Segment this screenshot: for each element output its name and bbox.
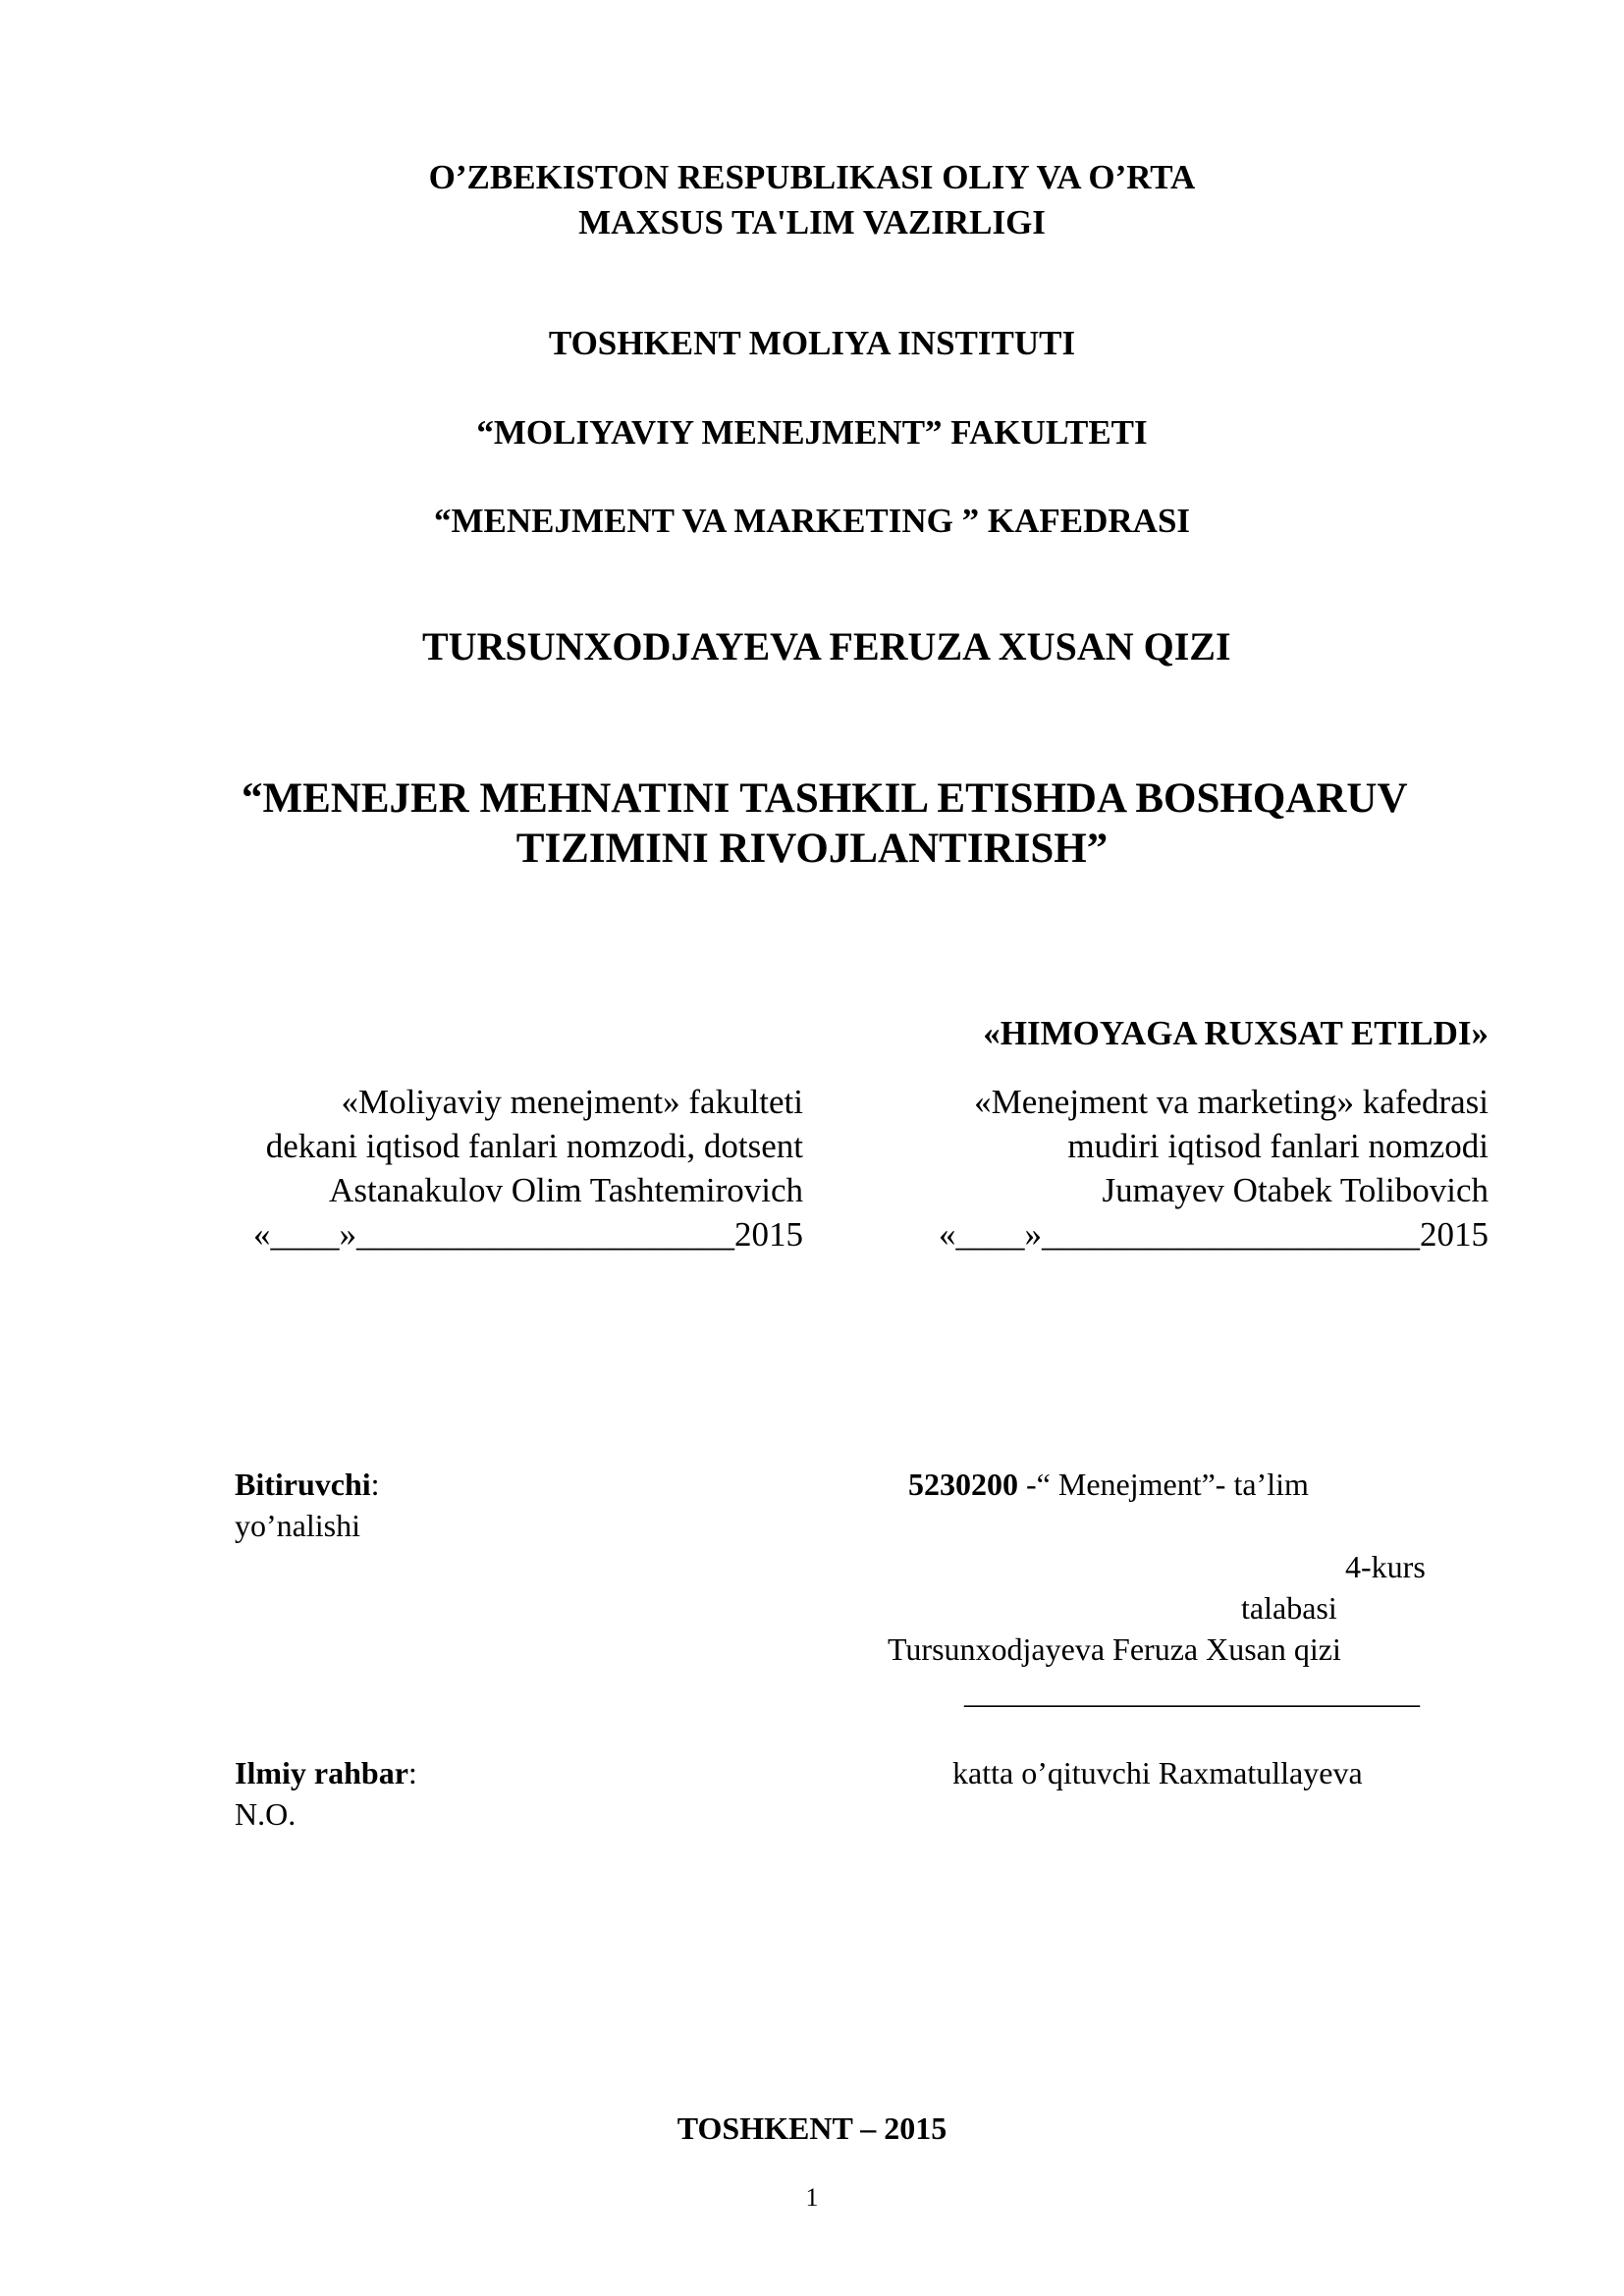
dean-faculty-line: «Moliyaviy menejment» fakulteti — [341, 1083, 803, 1121]
head-date-line: «____»______________________2015 — [939, 1215, 1489, 1254]
ministry-line-1: O’ZBEKISTON RESPUBLIKASI OLIY VA O’RTA — [428, 158, 1196, 196]
ministry-line-2: MAXSUS TA'LIM VAZIRLIGI — [578, 203, 1046, 241]
head-name-line: Jumayev Otabek Tolibovich — [1102, 1171, 1489, 1209]
supervisor-initials: N.O. — [235, 1796, 297, 1832]
author-name: TURSUNXODJAYEVA FERUZA XUSAN QIZI — [422, 624, 1231, 668]
course-number: 4-kurs — [1345, 1549, 1426, 1584]
institute-name: TOSHKENT MOLIYA INSTITUTI — [548, 324, 1076, 362]
graduate-specialty — [908, 1463, 1309, 1507]
supervisor-name: katta o’qituvchi Raxmatullayeva — [952, 1755, 1363, 1790]
thesis-title-line-2: TIZIMINI RIVOJLANTIRISH” — [515, 826, 1109, 872]
dean-approval-block — [253, 1080, 803, 1256]
specialty-code: 5230200 — [908, 1467, 1018, 1502]
dean-name-line: Astanakulov Olim Tashtemirovich — [329, 1171, 803, 1209]
page-number: 1 — [805, 2183, 819, 2212]
student-signature-line: _____________________________ — [964, 1675, 1420, 1710]
specialty-continuation: yo’nalishi — [235, 1508, 360, 1543]
head-department-line: «Menejment va marketing» kafedrasi — [974, 1083, 1489, 1121]
head-approval-block — [939, 1080, 1489, 1256]
student-word: talabasi — [1241, 1590, 1337, 1626]
approval-heading: «HIMOYAGA RUXSAT ETILDI» — [983, 1014, 1489, 1052]
department-name: “MENEJMENT VA MARKETING ” KAFEDRASI — [433, 502, 1191, 540]
head-title-line: mudiri iqtisod fanlari nomzodi — [1067, 1127, 1489, 1165]
thesis-title-line-1: “MENEJER MEHNATINI TASHKIL ETISHDA BOSHQARUV — [242, 775, 1408, 822]
dean-date-line: «____»______________________2015 — [253, 1215, 803, 1254]
faculty-name: “MOLIYAVIY MENEJMENT” FAKULTETI — [476, 413, 1148, 452]
dean-title-line: dekani iqtisod fanlari nomzodi, dotsent — [265, 1127, 803, 1165]
city-year: TOSHKENT – 2015 — [677, 2110, 947, 2146]
graduate-label: Bitiruvchi: — [235, 1467, 380, 1502]
specialty-text: -“ Menejment”- ta’lim — [1018, 1467, 1309, 1502]
supervisor-label: Ilmiy rahbar: — [235, 1755, 417, 1790]
student-name: Tursunxodjayeva Feruza Xusan qizi — [888, 1631, 1341, 1667]
